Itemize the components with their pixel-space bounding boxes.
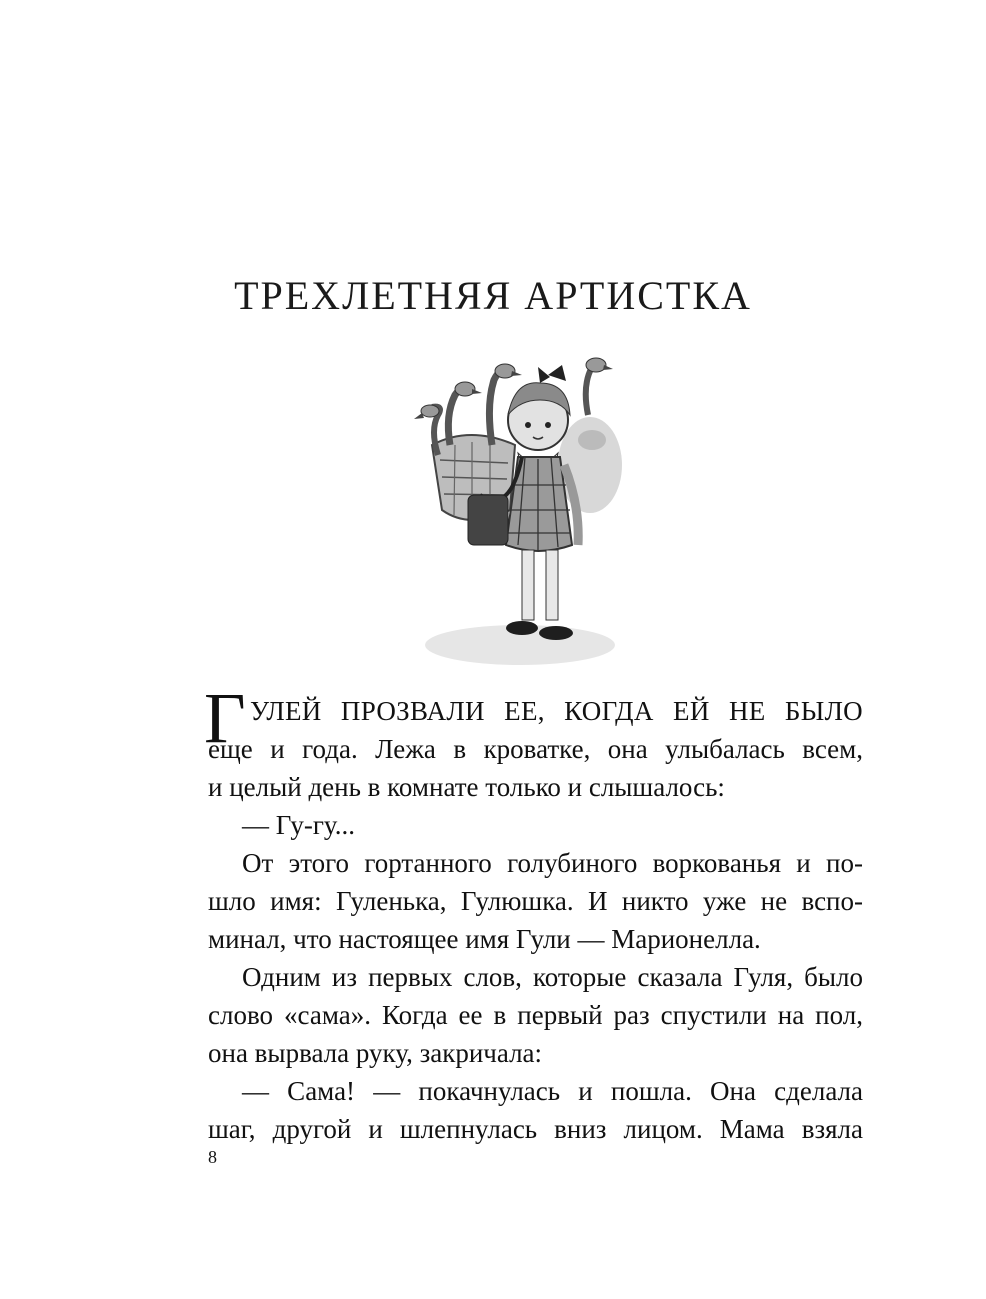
- page-number: 8: [208, 1147, 217, 1167]
- text-line: Одним из первых слов, которые сказала Гуля, было: [242, 962, 863, 992]
- chapter-title: ТРЕХЛЕТНЯЯ АРТИСТКА: [234, 273, 752, 318]
- text-line: — Гу-гу...: [242, 810, 355, 840]
- chapter-text: [204, 678, 863, 1148]
- text-line: УЛЕЙ ПРОЗВАЛИ ЕЕ, КОГДА ЕЙ НЕ БЫЛО: [250, 696, 863, 726]
- text-line: — Сама! — покачнулась и пошла. Она сделала: [242, 1076, 863, 1106]
- text-line: слово «сама». Когда ее в первый раз спустили на пол,: [208, 1000, 863, 1030]
- text-line: она вырвала руку, закричала:: [208, 1038, 543, 1068]
- text-line: От этого гортанного голубиного воркованья и по-: [242, 848, 863, 878]
- chapter-illustration: [410, 345, 630, 675]
- girl-with-geese-basket-illustration: [410, 345, 630, 675]
- first-paragraph: [204, 678, 863, 844]
- text-line: шаг, другой и шлепнулась вниз лицом. Мама взяла: [208, 1114, 863, 1144]
- text-line: и целый день в комнате только и слышалось:: [208, 772, 725, 802]
- text-line: еще и года. Лежа в кроватке, она улыбалась всем,: [208, 734, 863, 764]
- text-line: минал, что настоящее имя Гули — Марионелла.: [208, 924, 761, 954]
- text-line: шло имя: Гуленька, Гулюшка. И никто уже не вспо-: [208, 886, 863, 916]
- drop-cap: Г: [204, 678, 246, 758]
